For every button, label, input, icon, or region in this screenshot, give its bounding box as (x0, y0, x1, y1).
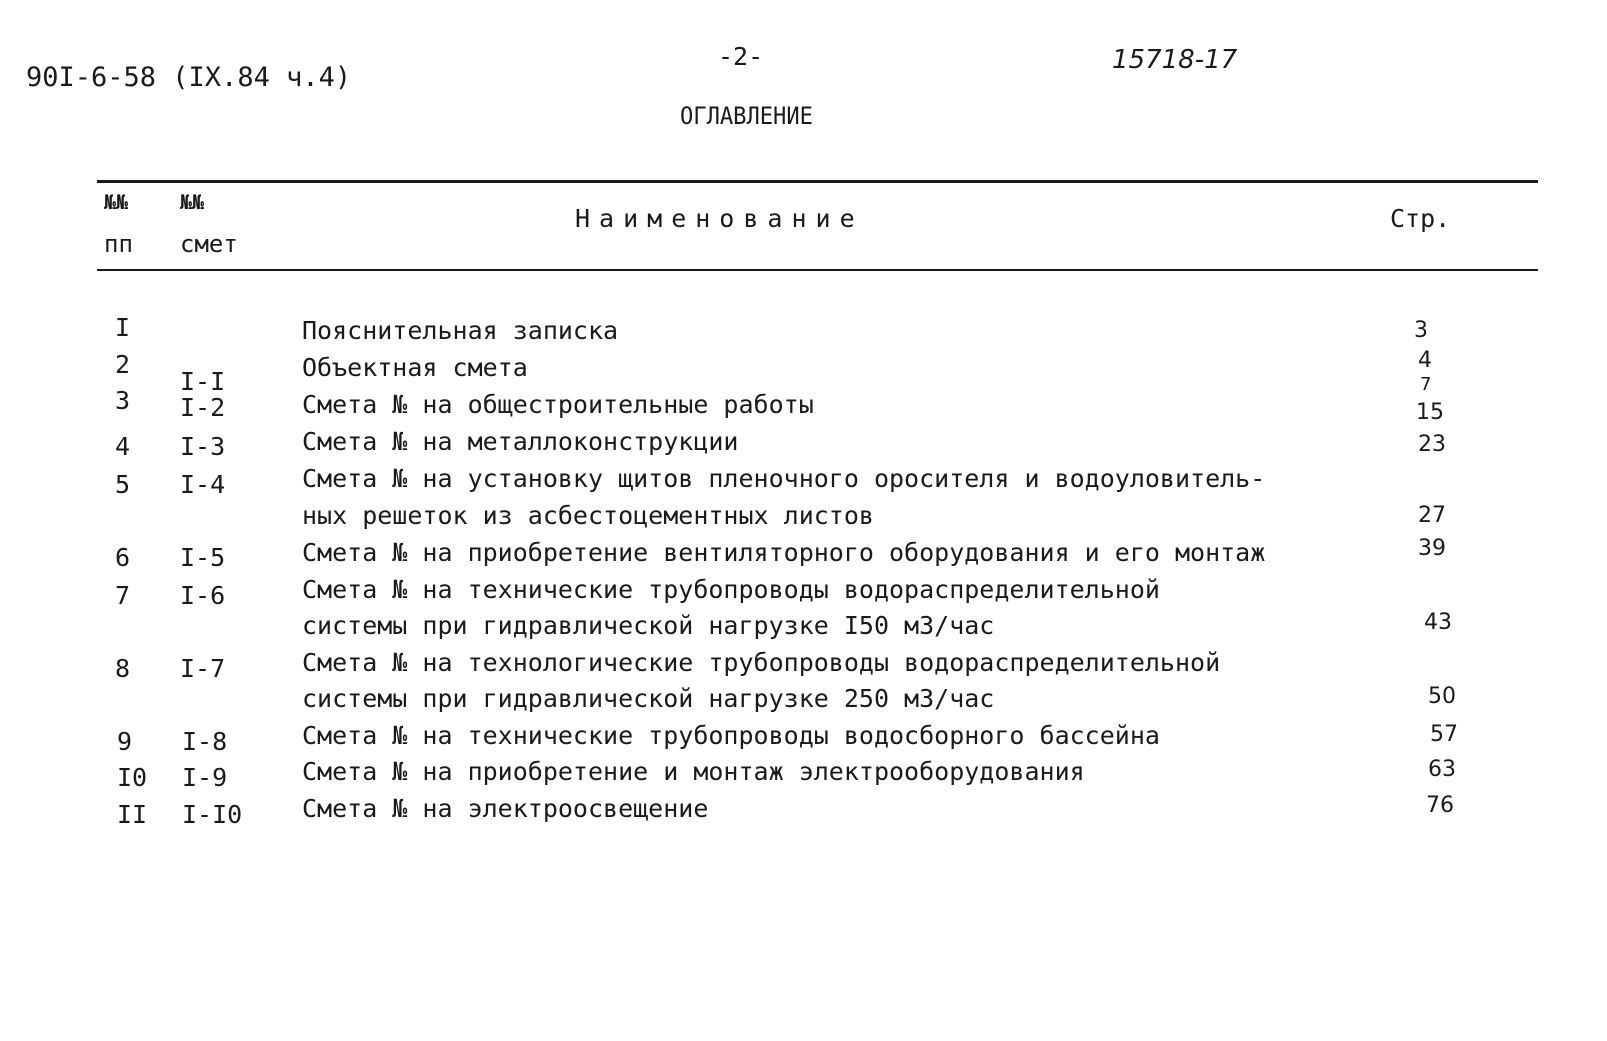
page-title: ОГЛАВЛЕНИЕ (680, 102, 813, 130)
row-name-line: Смета № на приобретение и монтаж электрооборудования (302, 757, 1085, 786)
row-number: 2 (115, 350, 131, 379)
row-name-line: Смета № на металлоконструкции (302, 427, 739, 456)
row-page: 39 (1418, 536, 1446, 561)
row-number: 9 (117, 727, 133, 756)
column-header-page: Стр. (1390, 204, 1451, 233)
row-number: I (115, 313, 131, 342)
row-number: 8 (115, 654, 131, 683)
row-name-line: Смета № на приобретение вентиляторного оборудования и его монтаж (302, 538, 1266, 567)
row-page-second: 15 (1416, 400, 1444, 425)
row-number: II (117, 800, 148, 829)
row-number: 5 (115, 470, 131, 499)
row-page: 63 (1428, 757, 1456, 782)
row-page: 43 (1424, 610, 1452, 635)
table-header-rule (97, 269, 1538, 271)
row-number: 7 (115, 581, 131, 610)
row-name-line: системы при гидравлической нагрузке 250 м3/час (302, 684, 995, 713)
row-smeta: I-9 (182, 763, 228, 792)
row-smeta: I-6 (180, 581, 226, 610)
row-page: 76 (1426, 793, 1454, 818)
row-page: 7 (1420, 374, 1432, 395)
row-page: 23 (1418, 432, 1446, 457)
row-page: 57 (1430, 722, 1458, 747)
row-name-line: Смета № на общестроительные работы (302, 390, 814, 419)
row-name-line: Смета № на технологические трубопроводы водораспределительной (302, 648, 1221, 677)
row-name-line: Объектная смета (302, 353, 528, 382)
row-name-line: ных решеток из асбестоцементных листов (302, 501, 874, 530)
row-smeta: I-5 (180, 543, 226, 572)
row-page: 50 (1428, 684, 1456, 709)
row-name-line: системы при гидравлической нагрузке I50 м3/час (302, 611, 995, 640)
row-name-line: Смета № на технические трубопроводы водосборного бассейна (302, 721, 1160, 750)
row-smeta: I-8 (182, 727, 228, 756)
row-number: 4 (115, 432, 131, 461)
row-name-line: Смета № на установку щитов пленочного оросителя и водоуловитель- (302, 464, 1266, 493)
row-number: 6 (115, 543, 131, 572)
row-smeta-second: I-2 (180, 393, 226, 422)
row-name-line: Смета № на технические трубопроводы водораспределительной (302, 575, 1160, 604)
page-number: -2- (718, 42, 764, 71)
column-header-no-line1: №№ (104, 190, 129, 214)
row-page: 27 (1418, 503, 1446, 528)
row-smeta: I-4 (180, 470, 226, 499)
sheet-code: 15718-17 (1112, 45, 1238, 75)
row-name-line: Смета № на электроосвещение (302, 794, 709, 823)
column-header-no-line2: пп (104, 230, 133, 258)
row-smeta: I-3 (180, 432, 226, 461)
row-smeta: I-I0 (182, 800, 243, 829)
column-header-name: Наименование (575, 204, 864, 233)
row-smeta: I-I (180, 367, 226, 396)
column-header-smeta-line2: смет (180, 230, 238, 258)
row-name-line: Пояснительная записка (302, 316, 619, 345)
row-number: I0 (117, 763, 148, 792)
row-page: 3 (1414, 318, 1428, 343)
document-code: 90I-6-58 (IX.84 ч.4) (26, 62, 352, 93)
row-number: 3 (115, 386, 131, 415)
column-header-smeta-line1: №№ (180, 190, 205, 214)
row-smeta: I-7 (180, 654, 226, 683)
row-page: 4 (1418, 348, 1432, 373)
table-top-rule (97, 180, 1538, 183)
